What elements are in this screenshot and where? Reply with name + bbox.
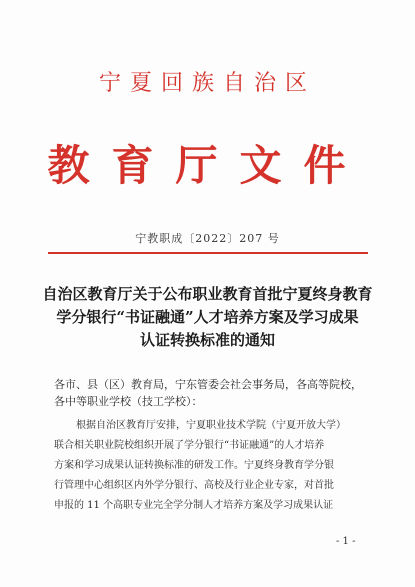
addressees bbox=[54, 376, 374, 410]
red-separator-line bbox=[48, 252, 368, 254]
body-paragraph bbox=[54, 416, 374, 516]
body-line: 行管理中心组织区内外学分银行、高校及行业企业专家，对首批 bbox=[54, 480, 334, 491]
notice-title bbox=[40, 283, 375, 352]
title-line: 学分银行“书证融通”人才培养方案及学习成果 bbox=[56, 308, 359, 326]
body-line: 方案和学习成果认证转换标准的研发工作。宁夏终身教育学分银 bbox=[54, 460, 334, 471]
addressee-line: 各市、县（区）教育局，宁东管委会社会事务局，各高等院校， bbox=[54, 378, 362, 391]
title-line: 认证转换标准的通知 bbox=[139, 331, 275, 349]
body-line: 申报的 11 个高职专业完全学分制人才培养方案及学习成果认证 bbox=[54, 500, 334, 511]
body-line: 根据自治区教育厅安排，宁夏职业技术学院（宁夏开放大学） bbox=[76, 420, 346, 431]
document-type-heading: 教育厅文件 bbox=[47, 141, 368, 190]
issuing-region: 宁夏回族自治区 bbox=[98, 71, 316, 96]
addressee-line: 各中等职业学校（技工学校）： bbox=[54, 395, 203, 408]
body-line: 联合相关职业院校组织开展了学分银行“书证融通”的人才培养 bbox=[54, 440, 325, 451]
page-number: - 1 - bbox=[336, 536, 356, 547]
document-number: 宁教职成〔2022〕207 号 bbox=[135, 232, 280, 245]
title-line: 自治区教育厅关于公布职业教育首批宁夏终身教育 bbox=[42, 285, 373, 303]
